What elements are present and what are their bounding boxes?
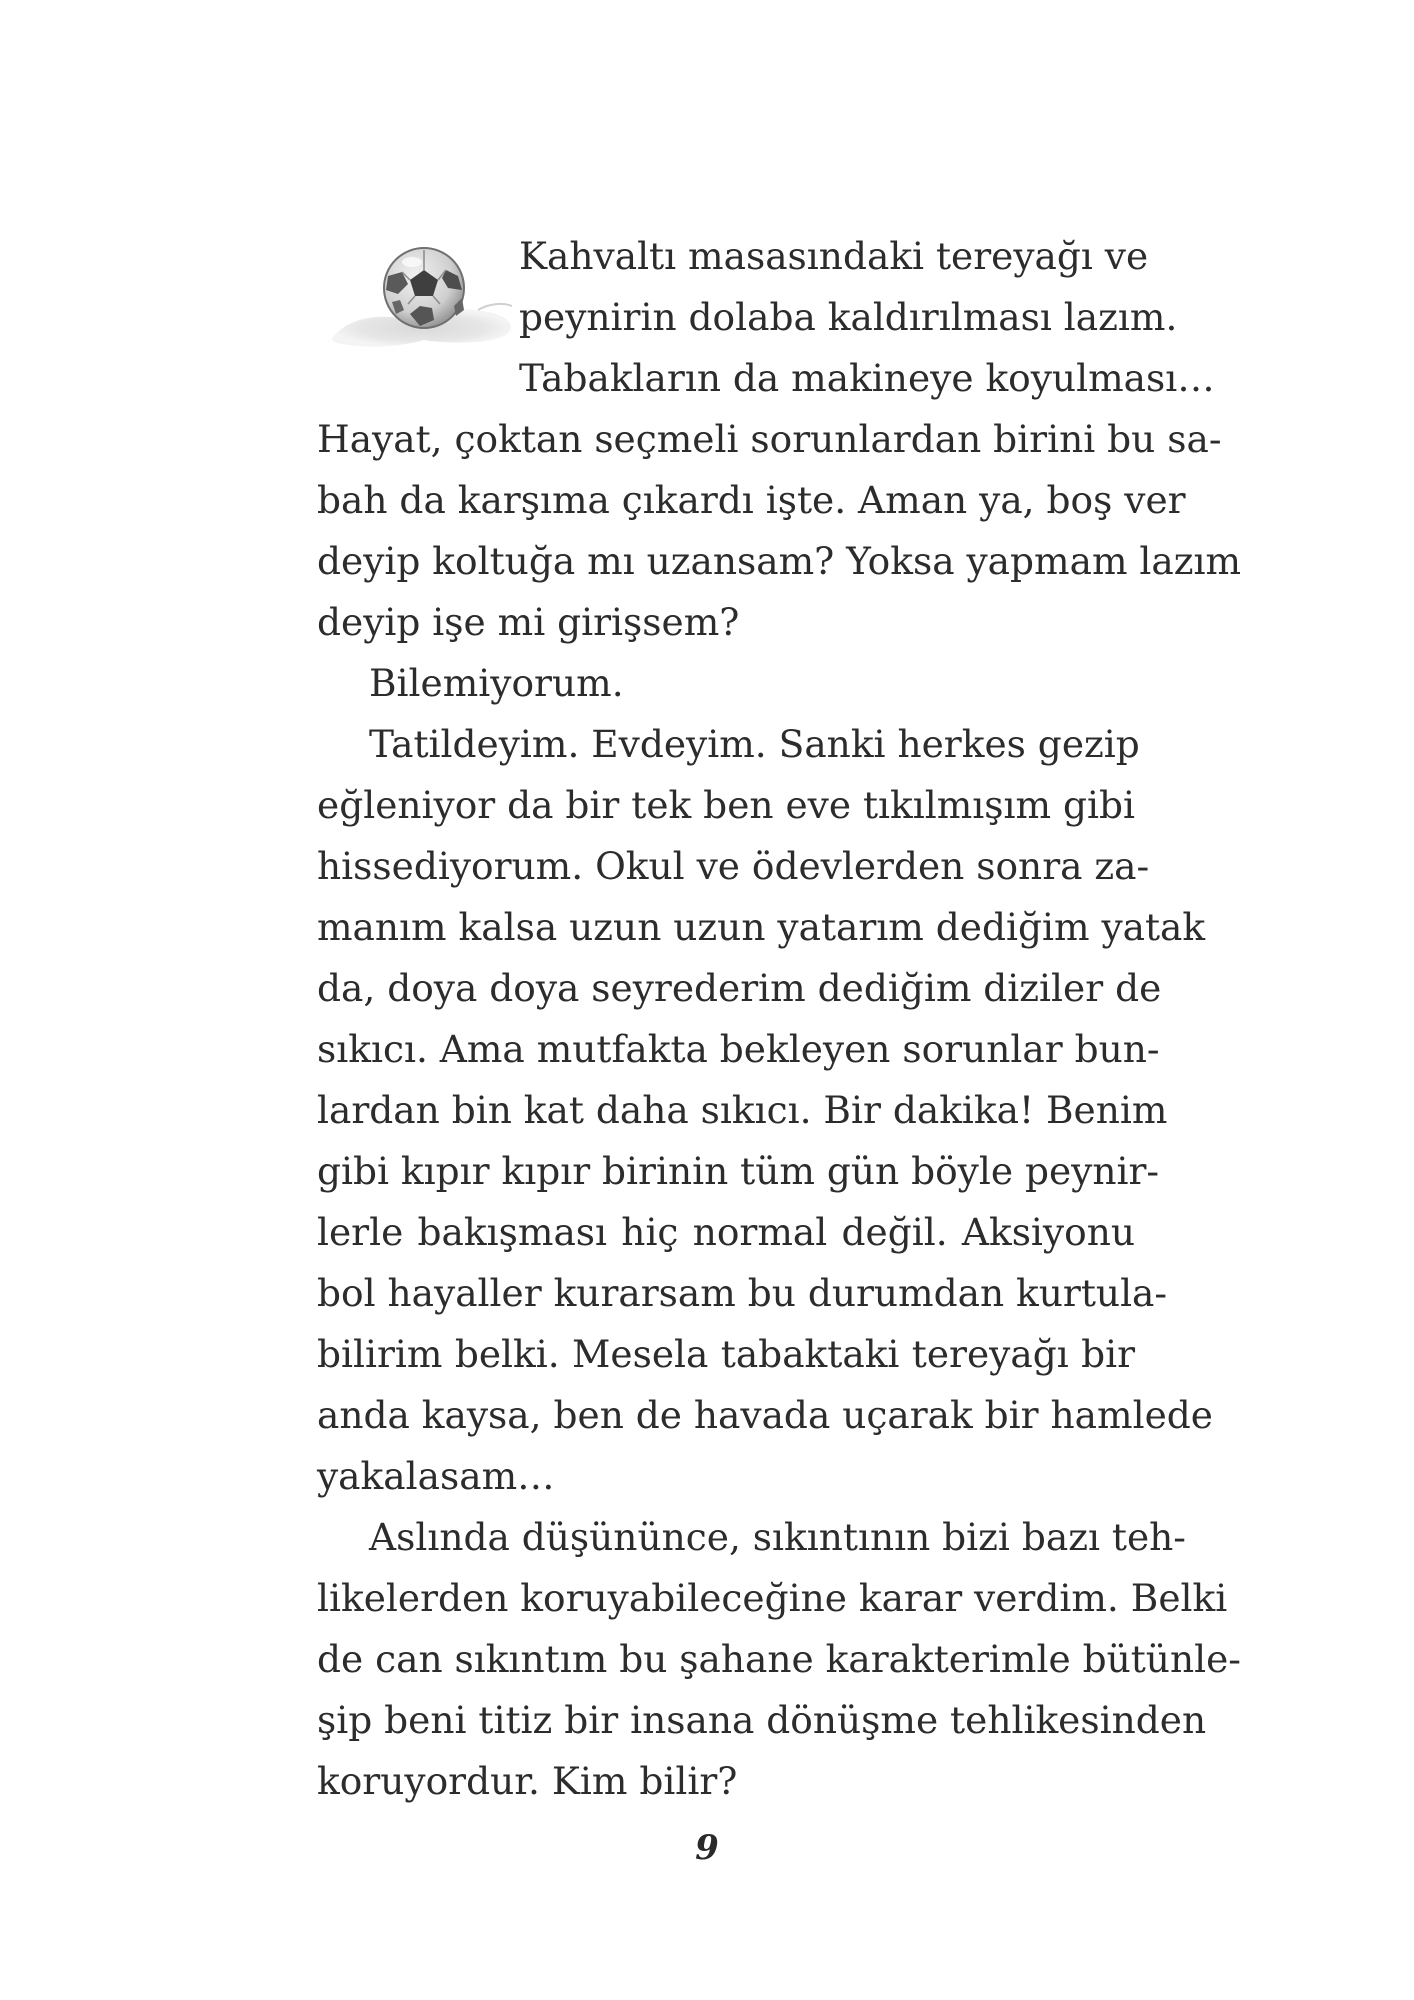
- text-line: koruyordur. Kim bilir?: [317, 1759, 738, 1803]
- text-line: anda kaysa, ben de havada uçarak bir hamlede: [317, 1393, 1213, 1437]
- text-line: sıkıcı. Ama mutfakta bekleyen sorunlar bun-: [317, 1027, 1160, 1071]
- text-line: manım kalsa uzun uzun yatarım dediğim yatak: [317, 905, 1206, 949]
- text-line: gibi kıpır kıpır birinin tüm gün böyle peynir-: [317, 1149, 1160, 1193]
- text-line: deyip işe mi girişsem?: [317, 600, 740, 644]
- text-line: da, doya doya seyrederim dediğim diziler de: [317, 966, 1162, 1010]
- text-line: Aslında düşününce, sıkıntının bizi bazı teh-: [369, 1515, 1186, 1559]
- text-line: Hayat, çoktan seçmeli sorunlardan birini bu sa-: [317, 417, 1222, 461]
- text-line: şip beni titiz bir insana dönüşme tehlikesinden: [317, 1698, 1207, 1742]
- text-line: Bilemiyorum.: [369, 661, 624, 705]
- text-line: bah da karşıma çıkardı işte. Aman ya, boş ver: [317, 478, 1186, 522]
- text-line: deyip koltuğa mı uzansam? Yoksa yapmam lazım: [317, 539, 1242, 583]
- text-line: Kahvaltı masasındaki tereyağı ve: [519, 234, 1149, 278]
- text-line: Tatildeyim. Evdeyim. Sanki herkes gezip: [369, 722, 1140, 766]
- text-line: eğleniyor da bir tek ben eve tıkılmışım gibi: [317, 783, 1135, 827]
- body-text: [317, 226, 1242, 1812]
- text-line: peynirin dolaba kaldırılması lazım.: [519, 295, 1178, 339]
- text-line: hissediyorum. Okul ve ödevlerden sonra za-: [317, 844, 1150, 888]
- text-line: Tabakların da makineye koyulması…: [519, 356, 1215, 400]
- text-line: yakalasam…: [317, 1454, 555, 1498]
- text-line: de can sıkıntım bu şahane karakterimle bütünle-: [317, 1637, 1241, 1681]
- text-line: bol hayaller kurarsam bu durumdan kurtula-: [317, 1271, 1168, 1315]
- page-number: 9: [695, 1828, 719, 1868]
- text-line: bilirim belki. Mesela tabaktaki tereyağı bir: [317, 1332, 1135, 1376]
- text-line: lerle bakışması hiç normal değil. Aksiyonu: [317, 1210, 1135, 1254]
- text-line: likelerden koruyabileceğine karar verdim. Belki: [317, 1576, 1228, 1620]
- text-line: lardan bin kat daha sıkıcı. Bir dakika! Benim: [317, 1088, 1168, 1132]
